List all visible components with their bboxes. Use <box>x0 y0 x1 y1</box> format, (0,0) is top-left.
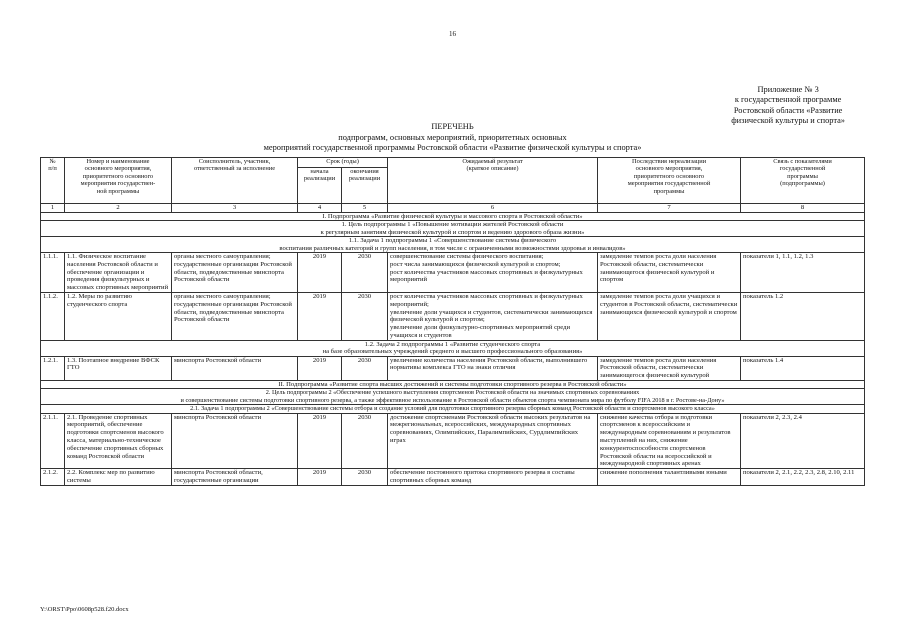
table-row <box>41 356 865 380</box>
header-name: Номер и наименование основного мероприятия, приоритетного основного мероприятия государствен- ной программы <box>65 158 172 204</box>
header-num: № п/п <box>41 158 65 204</box>
row-name: 1.2. Меры по развитию студенческого спорта <box>65 293 172 341</box>
document-title <box>0 122 905 154</box>
row-start: 2019 <box>298 469 342 486</box>
row-name: 2.1. Проведение спортивных мероприятий, обеспечение подготовки спортсменов высокого класса, материально-техническое обеспечение спортивных сборных команд Ростовской области <box>65 413 172 469</box>
row-consequences: замедление темпов роста доли населения Ростовской области, систематически занимающегося физической культурой и спортом <box>598 253 741 293</box>
row-num: 2.1.1. <box>41 413 65 469</box>
row-result: обеспечение постоянного притока спортивного резерва в составы спортивных сборных команд <box>388 469 598 486</box>
subprogram-1-row: I. Подпрограмма «Развитие физической культуры и массового спорта в Ростовской области» <box>41 213 865 221</box>
annex-line: к государственной программе <box>734 95 842 105</box>
title-line: мероприятий государственной программы Ростовской области «Развитие физической культуры и спорта» <box>263 143 642 152</box>
annex-block <box>731 85 845 126</box>
row-num: 1.1.2. <box>41 293 65 341</box>
header-consequences: Последствия нереализации основного мероприятия, приоритетного основного мероприятия государственной программы <box>598 158 741 204</box>
column-number: 4 <box>298 204 342 213</box>
row-num: 1.2.1. <box>41 356 65 380</box>
table-row <box>41 293 865 341</box>
table-row <box>41 469 865 486</box>
table-row <box>41 253 865 293</box>
row-executor: минспорта Ростовской области <box>172 356 298 380</box>
column-number: 8 <box>741 204 865 213</box>
row-executor: органы местного самоуправления; государственные организации Ростовской области, подведомственные минспорта Ростовской области <box>172 253 298 293</box>
header-start: начала реализации <box>298 168 342 204</box>
header-result: Ожидаемый результат (краткое описание) <box>388 158 598 204</box>
row-end: 2030 <box>342 469 388 486</box>
row-result: совершенствование системы физического воспитания; рост числа занимающихся физической культурой и спортом; рост количества участников массовых спортивных и физкультурных мероприятий <box>388 253 598 293</box>
title-heading: ПЕРЕЧЕНЬ <box>431 122 474 131</box>
row-name: 1.1. Физическое воспитание населения Ростовской области и обеспечение организации и проведения физкультурных и массовых спортивных мероприятий <box>65 253 172 293</box>
row-name: 1.3. Поэтапное внедрение ВФСК ГТО <box>65 356 172 380</box>
row-end: 2030 <box>342 253 388 293</box>
column-number: 1 <box>41 204 65 213</box>
page-number: 16 <box>449 30 456 38</box>
activities-table <box>40 157 865 486</box>
table-row <box>41 413 865 469</box>
row-result: достижение спортсменами Ростовской области высоких результатов на межрегиональных, всероссийских, международных спортивных соревнованиях, Олимпийских, Паралимпийских, Сурдлимпийских играх <box>388 413 598 469</box>
column-number: 5 <box>342 204 388 213</box>
goal-1-row: 1. Цель подпрограммы 1 «Повышение мотивации жителей Ростовской области к регулярным занятиям физической культурой и спортом и ведению здорового образа жизни» <box>41 221 865 237</box>
row-start: 2019 <box>298 293 342 341</box>
row-executor: минспорта Ростовской области, государственные организации <box>172 469 298 486</box>
row-name: 2.2. Комплекс мер по развитию системы <box>65 469 172 486</box>
row-consequences: снижение качества отбора и подготовки спортсменов к всероссийским и международным соревнованиям и результатов выступлений на них, снижение конкурентоспособности спортсменов Ростовской области на всероссийской и международной спортивных аренах <box>598 413 741 469</box>
row-link: показатели 2, 2.1, 2.2, 2.3, 2.8, 2.10, 2.11 <box>741 469 865 486</box>
task-2-1-row: 2.1. Задача 1 подпрограммы 2 «Совершенствование системы отбора и создание условий для подготовки спортивного резерва сборных команд Ростовской области и спортсменов высокого класса» <box>41 405 865 413</box>
row-start: 2019 <box>298 413 342 469</box>
row-start: 2019 <box>298 253 342 293</box>
row-num: 2.1.2. <box>41 469 65 486</box>
column-number: 6 <box>388 204 598 213</box>
task-1-2-row: 1.2. Задача 2 подпрограммы 1 «Развитие студенческого спорта на базе образовательных учреждений среднего и высшего профессионального образования» <box>41 340 865 356</box>
row-end: 2030 <box>342 413 388 469</box>
row-result: увеличение количества населения Ростовской области, выполнившего нормативы комплекса ГТО на знаки отличия <box>388 356 598 380</box>
row-link: показатель 1.2 <box>741 293 865 341</box>
row-num: 1.1.1. <box>41 253 65 293</box>
row-consequences: снижение пополнения талантливыми юными <box>598 469 741 486</box>
column-number: 7 <box>598 204 741 213</box>
goal-2-row: 2. Цель подпрограммы 2 «Обеспечение успешного выступления спортсменов Ростовской области на значимых спортивных соревнованиях и совершенствование системы подготовки спортивного резерва, а также эффективное использование в Ростовской области объектов спорта чемпионата мира по футболу FIFA 2018 в г. Ростове-на-Дону» <box>41 389 865 405</box>
row-executor: органы местного самоуправления; государственные организации Ростовской области, подведомственные минспорта Ростовской области <box>172 293 298 341</box>
title-line: подпрограмм, основных мероприятий, приоритетных основных <box>338 132 567 142</box>
column-number: 3 <box>172 204 298 213</box>
row-consequences: замедление темпов роста доли населения Ростовской области, систематически занимающегося физической культурой <box>598 356 741 380</box>
file-path-footer: Y:\ORST\Ppo\0608p528.f20.docx <box>40 606 129 613</box>
annex-line: Ростовской области «Развитие <box>733 105 843 115</box>
task-1-1-row: 1.1. Задача 1 подпрограммы 1 «Совершенствование системы физического воспитания различных категорий и групп населения, в том числе с ограниченными возможностями здоровья и инвалидов» <box>41 237 865 253</box>
row-link: показатели 2, 2.3, 2.4 <box>741 413 865 469</box>
header-end: окончания реализации <box>342 168 388 204</box>
row-result: рост количества участников массовых спортивных и физкультурных мероприятий; увеличение доли учащихся и студентов, систематически занимающихся физической культурой и спортом; увеличение доли физкультурно-спортивных мероприятий среди учащихся и студентов <box>388 293 598 341</box>
header-term: Срок (годы) <box>298 158 388 168</box>
header-executor: Соисполнитель, участник, ответственный за исполнение <box>172 158 298 204</box>
annex-line: физической культуры и спорта» <box>731 115 845 125</box>
header-link: Связь с показателями государственной программы (подпрограммы) <box>741 158 865 204</box>
row-start: 2019 <box>298 356 342 380</box>
row-end: 2030 <box>342 293 388 341</box>
column-number: 2 <box>65 204 172 213</box>
row-link: показатель 1.4 <box>741 356 865 380</box>
row-link: показатели 1, 1.1, 1.2, 1.3 <box>741 253 865 293</box>
subprogram-2-row: II. Подпрограмма «Развитие спорта высших достижений и системы подготовки спортивного резерва в Ростовской области» <box>41 381 865 389</box>
row-consequences: замедление темпов роста доли учащихся и студентов в Ростовской области, систематически занимающихся физической культурой и спортом <box>598 293 741 341</box>
row-end: 2030 <box>342 356 388 380</box>
annex-line: Приложение № 3 <box>757 85 819 94</box>
row-executor: минспорта Ростовской области <box>172 413 298 469</box>
